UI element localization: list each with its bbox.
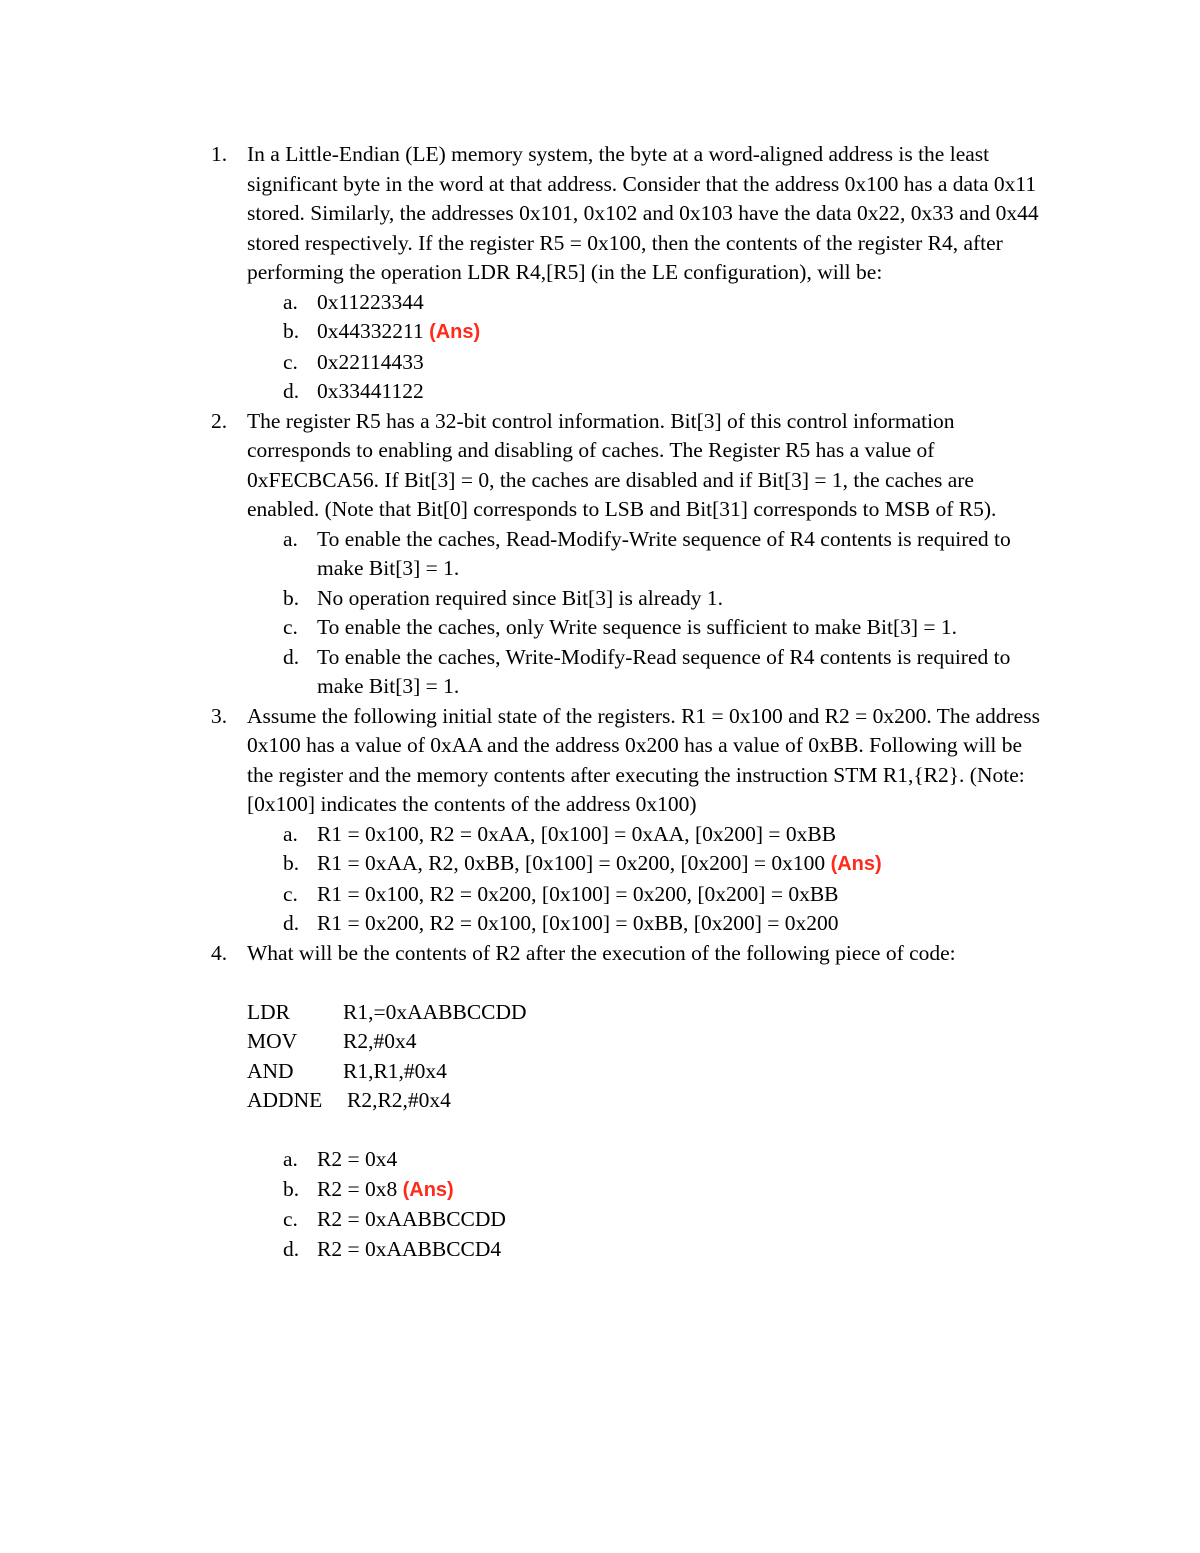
option-d: [283, 909, 1041, 939]
option-text: R1 = 0xAA, R2, 0xBB, [0x100] = 0x200, [0x200] = 0x100: [317, 851, 826, 875]
option-letter: d.: [283, 1236, 300, 1261]
code-operands: R2,R2,#0x4: [347, 1088, 451, 1112]
answer-marker: (Ans): [429, 321, 481, 343]
option-d: [283, 643, 1041, 702]
question-2: [211, 407, 1041, 702]
option-letter: b.: [283, 1176, 300, 1201]
code-opcode: AND: [247, 1058, 294, 1083]
option-text: No operation required since Bit[3] is already 1.: [317, 585, 723, 610]
option-a: [283, 525, 1041, 584]
option-text: R2 = 0x4: [317, 1147, 398, 1171]
option-letter: a.: [283, 526, 298, 551]
option-b: [283, 1175, 1041, 1206]
option-b: [283, 317, 1041, 348]
option-c: [283, 613, 1041, 643]
option-a: [283, 820, 1041, 850]
option-letter: a.: [283, 1147, 298, 1171]
option-d: [283, 377, 1041, 407]
code-block: [247, 998, 1041, 1116]
question-text: In a Little-Endian (LE) memory system, the byte at a word-aligned address is the least significant byte in the word at that address. Consider that the address 0x100 has a data 0x11 stored. Similarly, the addresses 0x101, 0x102 and 0x103 have the data 0x22, 0x33 and 0x44 stored respectively. If the register R5 = 0x100, then the contents of the register R4, after performing the operation LDR R4,[R5] (in the LE configuration), will be:: [247, 142, 1039, 284]
option-letter: b.: [283, 319, 300, 343]
option-text: To enable the caches, Write-Modify-Read sequence of R4 contents is required to make Bit[3] = 1.: [317, 644, 1011, 698]
option-c: [283, 880, 1041, 910]
option-text: R1 = 0x100, R2 = 0x200, [0x100] = 0x200, [0x200] = 0xBB: [317, 881, 839, 906]
option-text: R1 = 0x100, R2 = 0xAA, [0x100] = 0xAA, [0x200] = 0xBB: [317, 821, 837, 846]
option-letter: c.: [283, 1207, 298, 1231]
option-letter: c.: [283, 881, 298, 906]
option-b: [283, 584, 1041, 614]
code-opcode: MOV: [247, 1029, 298, 1053]
question-number: 1.: [211, 142, 228, 166]
option-letter: a.: [283, 821, 298, 846]
option-text: To enable the caches, only Write sequence is sufficient to make Bit[3] = 1.: [317, 615, 958, 639]
question-list: [211, 140, 1041, 1264]
question-1: [211, 140, 1041, 407]
option-text: 0x33441122: [317, 379, 424, 403]
option-text: R2 = 0x8: [317, 1176, 398, 1201]
option-b: [283, 849, 1041, 880]
question-4: [211, 939, 1041, 1265]
code-operands: R2,#0x4: [343, 1029, 417, 1053]
option-letter: d.: [283, 644, 300, 669]
question-text: What will be the contents of R2 after the execution of the following piece of code:: [247, 940, 956, 965]
option-a: [283, 288, 1041, 318]
option-list: [247, 288, 1041, 407]
option-text: To enable the caches, Read-Modify-Write sequence of R4 contents is required to make Bit[3] = 1.: [317, 526, 1011, 580]
question-number: 2.: [211, 408, 228, 433]
option-list: [247, 820, 1041, 939]
option-list: [247, 525, 1041, 702]
option-text: R1 = 0x200, R2 = 0x100, [0x100] = 0xBB, [0x200] = 0x200: [317, 911, 839, 935]
code-line: [247, 1027, 1041, 1057]
option-letter: d.: [283, 911, 300, 935]
option-letter: c.: [283, 349, 298, 374]
code-opcode: ADDNE: [247, 1088, 323, 1112]
option-letter: d.: [283, 379, 300, 403]
answer-marker: (Ans): [402, 1178, 454, 1201]
code-line: [247, 998, 1041, 1028]
option-text: R2 = 0xAABBCCD4: [317, 1236, 502, 1261]
question-text: Assume the following initial state of the registers. R1 = 0x100 and R2 = 0x200. The address 0x100 has a value of 0xAA and the address 0x200 has a value of 0xBB. Following will be the register and the memory contents after executing the instruction STM R1,{R2}. (Note: [0x100] indicates the contents of the address 0x100): [247, 703, 1040, 816]
code-operands: R1,R1,#0x4: [343, 1058, 447, 1083]
option-text: 0x44332211: [317, 319, 424, 343]
question-text: The register R5 has a 32-bit control information. Bit[3] of this control information corresponds to enabling and disabling of caches. The Register R5 has a value of 0xFECBCA56. If Bit[3] = 0, the caches are disabled and if Bit[3] = 1, the caches are enabled. (Note that Bit[0] corresponds to LSB and Bit[31] corresponds to MSB of R5).: [247, 408, 997, 521]
option-a: [283, 1145, 1041, 1175]
question-number: 3.: [211, 703, 228, 728]
answer-marker: (Ans): [830, 853, 882, 875]
question-number: 4.: [211, 940, 228, 965]
option-text: 0x22114433: [317, 349, 424, 374]
code-line: [247, 1057, 1041, 1087]
question-3: [211, 702, 1041, 939]
option-text: R2 = 0xAABBCCDD: [317, 1207, 506, 1231]
code-operands: R1,=0xAABBCCDD: [343, 999, 527, 1024]
code-line: [247, 1086, 1041, 1116]
option-c: [283, 348, 1041, 378]
option-d: [283, 1235, 1041, 1265]
option-letter: b.: [283, 851, 300, 875]
option-letter: b.: [283, 585, 300, 610]
code-opcode: LDR: [247, 999, 290, 1024]
option-letter: c.: [283, 615, 298, 639]
option-letter: a.: [283, 289, 298, 314]
option-text: 0x11223344: [317, 289, 424, 314]
option-c: [283, 1205, 1041, 1235]
option-list: [247, 1145, 1041, 1264]
